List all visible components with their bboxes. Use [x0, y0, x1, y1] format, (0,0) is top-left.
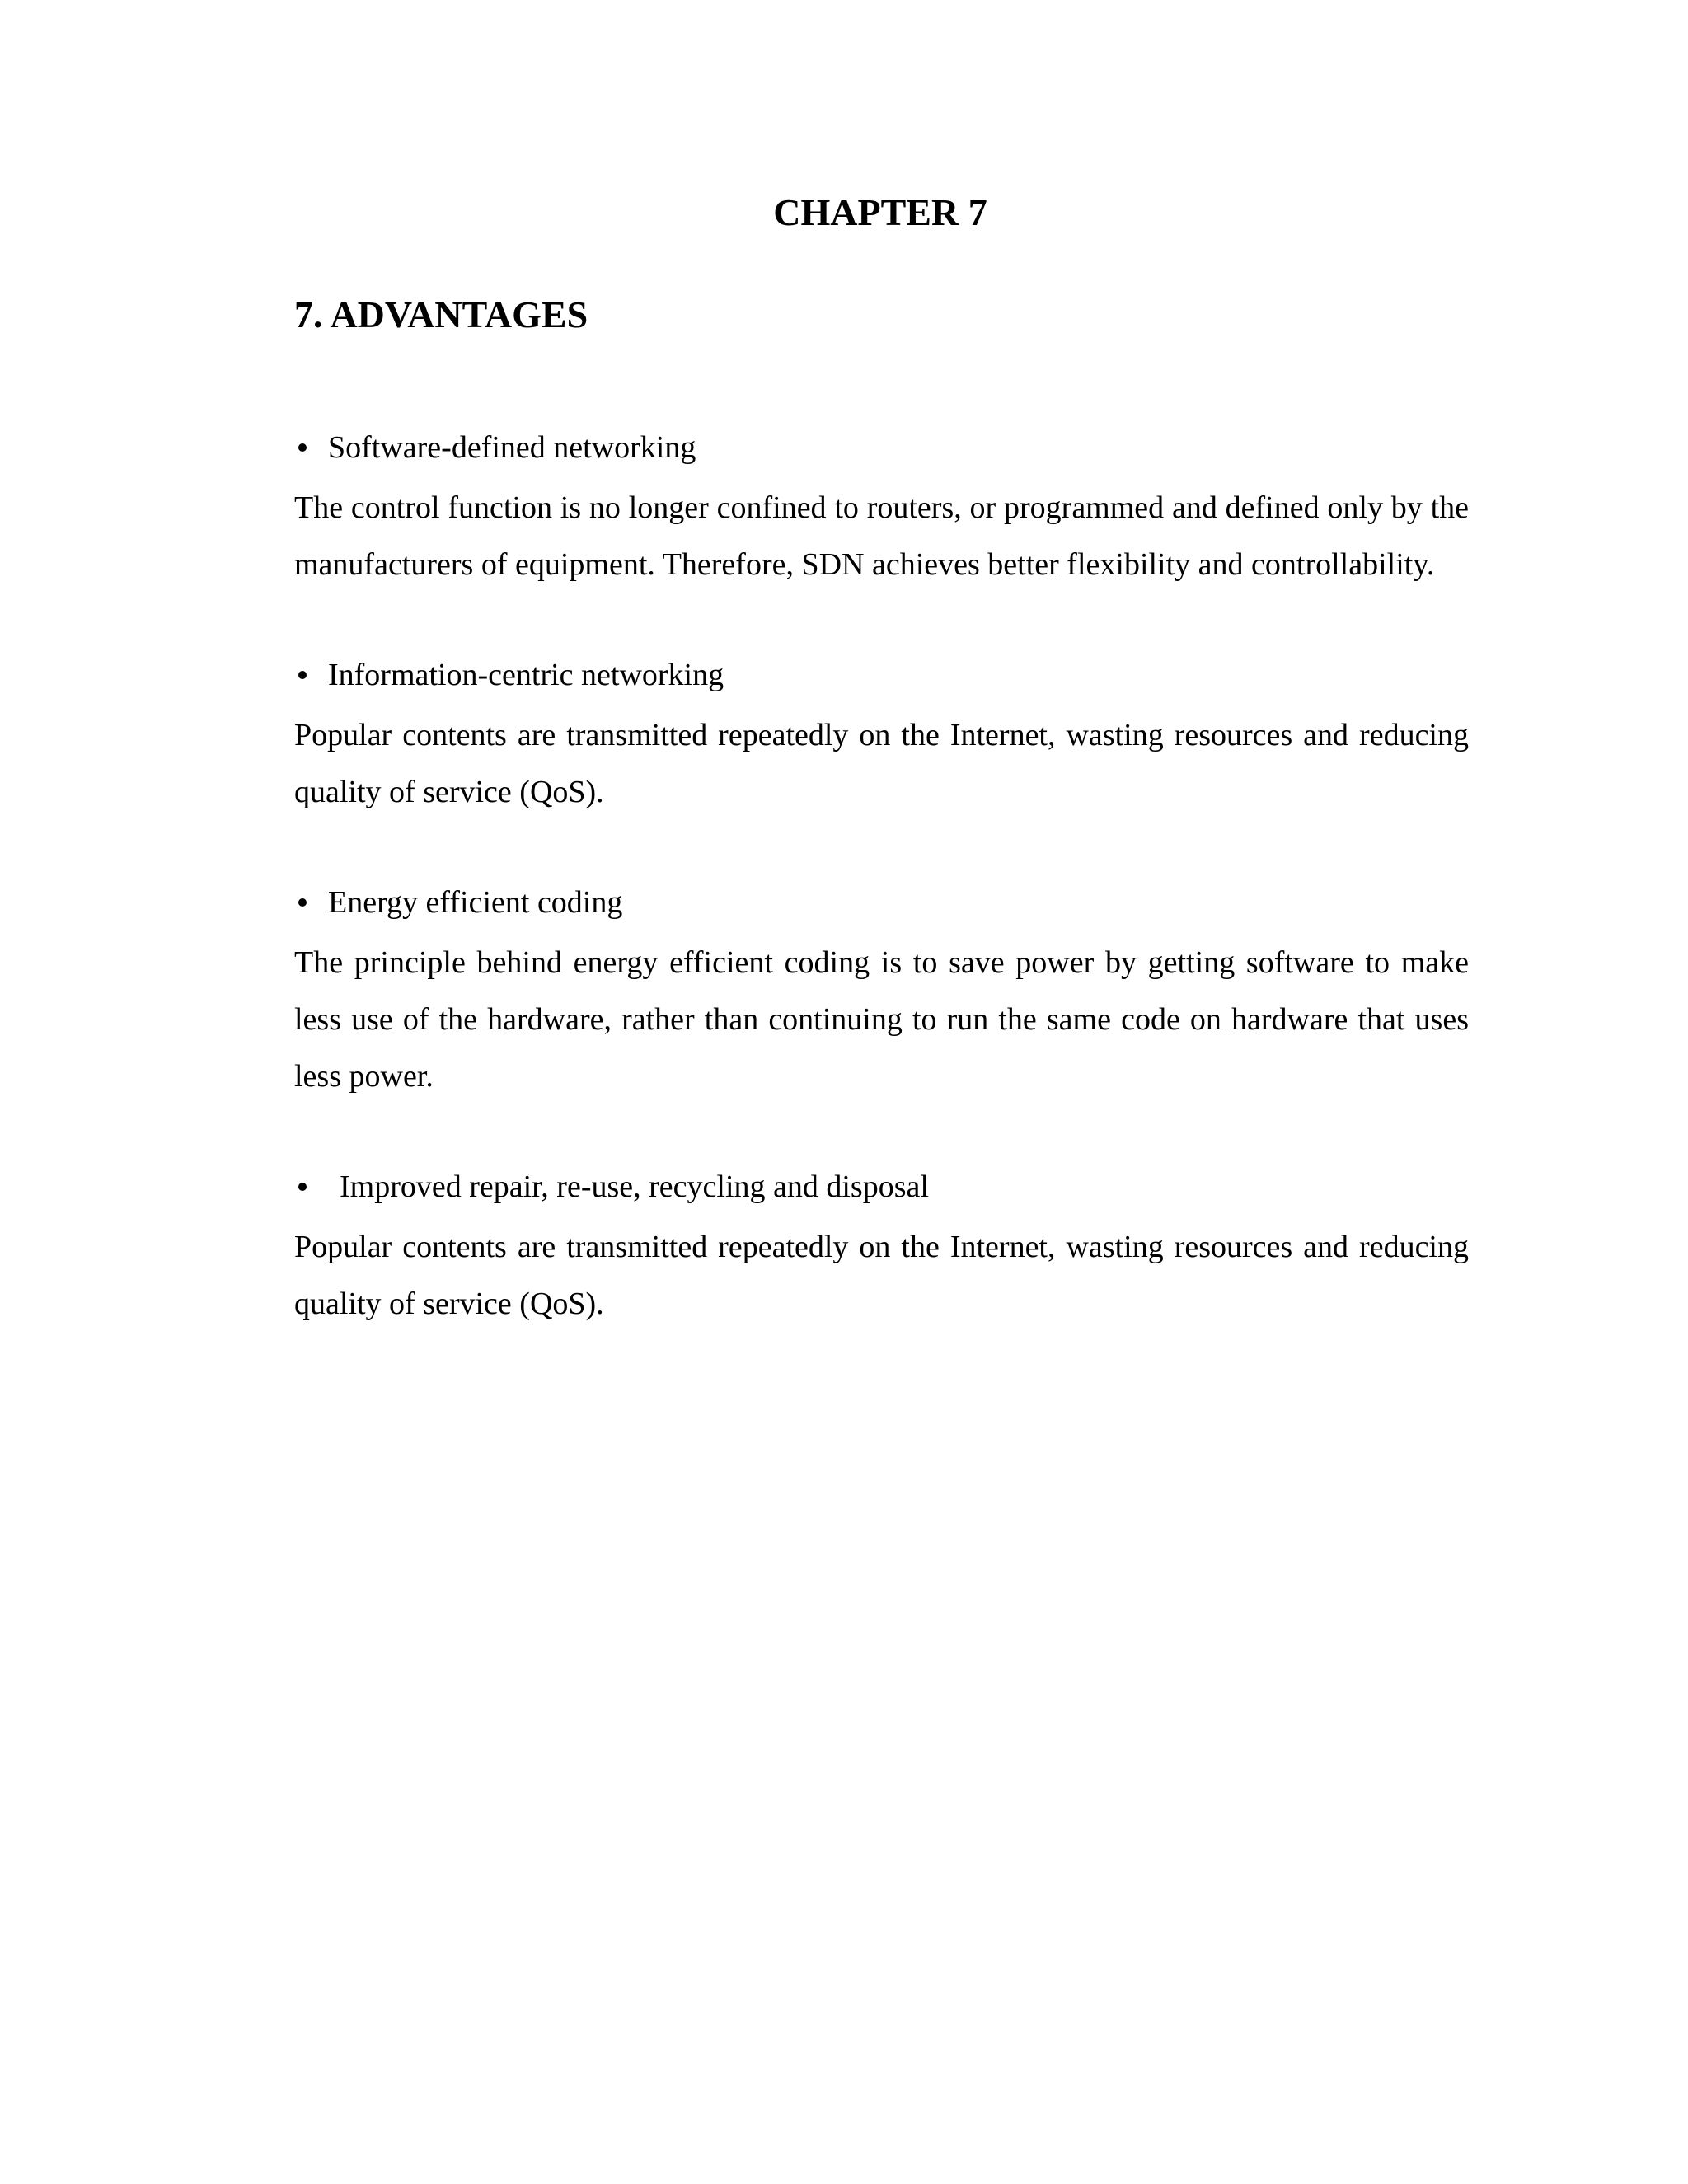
- list-item: [294, 878, 1469, 1105]
- list-item-heading: [294, 423, 1469, 472]
- bullet-icon: [298, 671, 307, 679]
- list-item-title: Software-defined networking: [328, 430, 696, 465]
- list-item-title: Improved repair, re-use, recycling and disposal: [340, 1169, 929, 1204]
- list-item-heading: [294, 650, 1469, 700]
- bullet-icon: [298, 1183, 307, 1191]
- section-heading: 7. ADVANTAGES: [294, 293, 588, 335]
- list-item-text: Popular contents are transmitted repeatedly on the Internet, wasting resources and reducing quality of service (QoS).: [294, 718, 1469, 809]
- list-item-text: The principle behind energy efficient coding is to save power by getting software to make less use of the hardware, rather than continuing to run the same code on hardware that uses less power.: [294, 945, 1469, 1094]
- list-item-title: Information-centric networking: [328, 658, 724, 692]
- list-item: [294, 1162, 1469, 1333]
- list-item-heading: [294, 878, 1469, 927]
- list-item-title: Energy efficient coding: [328, 885, 623, 920]
- bullet-icon: [298, 898, 307, 907]
- list-item-heading: [294, 1162, 1469, 1212]
- advantages-list: [294, 423, 1469, 1390]
- list-item: [294, 650, 1469, 821]
- list-item: [294, 423, 1469, 593]
- list-item-text: Popular contents are transmitted repeatedly on the Internet, wasting resources and reducing quality of service (QoS).: [294, 1230, 1469, 1321]
- list-item-text: The control function is no longer confined to routers, or programmed and defined only by the manufacturers of equipment. Therefore, SDN achieves better flexibility and controllability.: [294, 490, 1469, 582]
- chapter-title: CHAPTER 7: [773, 191, 987, 233]
- bullet-icon: [298, 443, 307, 452]
